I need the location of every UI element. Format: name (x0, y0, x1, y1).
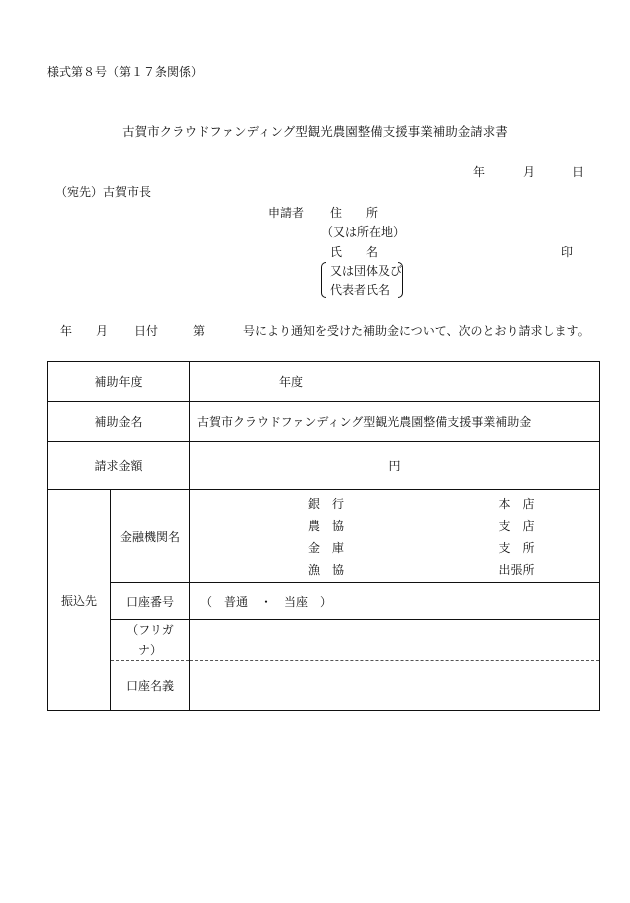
bank-type-bank: 銀 行 (308, 496, 345, 511)
fiscal-year-value (190, 362, 600, 402)
furigana-input-cell (190, 620, 600, 661)
bank-type-agri-coop: 農 協 (308, 518, 345, 533)
account-type-options: （ 普通 ・ 当座 ） (190, 583, 600, 620)
account-name-input-cell (190, 661, 600, 711)
fiscal-year-suffix: 年度 (279, 375, 304, 389)
seal-mark: 印 (561, 245, 574, 259)
amount-label: 請求金額 (48, 442, 190, 490)
sentence-body: 号により通知を受けた補助金について、次のとおり請求します。 (243, 324, 590, 338)
name-alt-line1: 又は団体及び (330, 264, 403, 278)
account-name-row (48, 661, 600, 711)
date-year-label: 年 (473, 165, 486, 179)
left-bracket (321, 262, 326, 298)
furigana-label-line2: ナ） (138, 643, 163, 657)
sentence-year: 年 (60, 324, 73, 338)
sentence-day: 日付 (134, 324, 159, 338)
bank-type-fishery-coop: 漁 協 (308, 562, 345, 577)
bank-options-cell (190, 490, 600, 583)
amount-unit: 円 (190, 442, 600, 490)
bank-row (48, 490, 600, 583)
subsidy-name-label: 補助金名 (48, 402, 190, 442)
document-title: 古賀市クラウドファンディング型観光農園整備支援事業補助金請求書 (122, 124, 508, 139)
branch-type-sub-office: 支 所 (498, 540, 535, 555)
fiscal-year-label: 補助年度 (48, 362, 190, 402)
address-label: 住 所 (330, 206, 379, 220)
branch-type-branch: 支 店 (498, 518, 535, 533)
name-label: 氏 名 (330, 245, 379, 259)
bank-label: 金融機関名 (111, 490, 190, 583)
sentence-number-prefix: 第 (193, 324, 206, 338)
furigana-row (48, 620, 600, 661)
form-number: 様式第８号（第１７条関係） (47, 65, 204, 79)
fiscal-year-row (48, 362, 600, 402)
date-day-label: 日 (572, 165, 585, 179)
request-table (47, 361, 600, 711)
applicant-heading: 申請者 (268, 206, 305, 220)
branch-type-main: 本 店 (498, 496, 535, 511)
name-alt-line2: 代表者氏名 (330, 283, 391, 297)
branch-type-field-office: 出張所 (498, 562, 535, 577)
amount-row (48, 442, 600, 490)
furigana-label-line1: （フリガ (126, 623, 174, 637)
furigana-label (111, 620, 190, 661)
bank-type-credit-union: 金 庫 (308, 540, 345, 555)
subsidy-name-value: 古賀市クラウドファンディング型観光農園整備支援事業補助金 (190, 402, 600, 442)
address-alt-label: （又は所在地） (321, 225, 406, 239)
addressee: （宛先）古賀市長 (55, 185, 152, 199)
sentence-month: 月 (96, 324, 109, 338)
right-bracket (398, 262, 403, 298)
date-month-label: 月 (523, 165, 536, 179)
subsidy-name-row (48, 402, 600, 442)
account-name-label: 口座名義 (111, 661, 190, 711)
account-number-row (48, 583, 600, 620)
account-number-label: 口座番号 (111, 583, 190, 620)
transfer-label: 振込先 (48, 490, 111, 711)
